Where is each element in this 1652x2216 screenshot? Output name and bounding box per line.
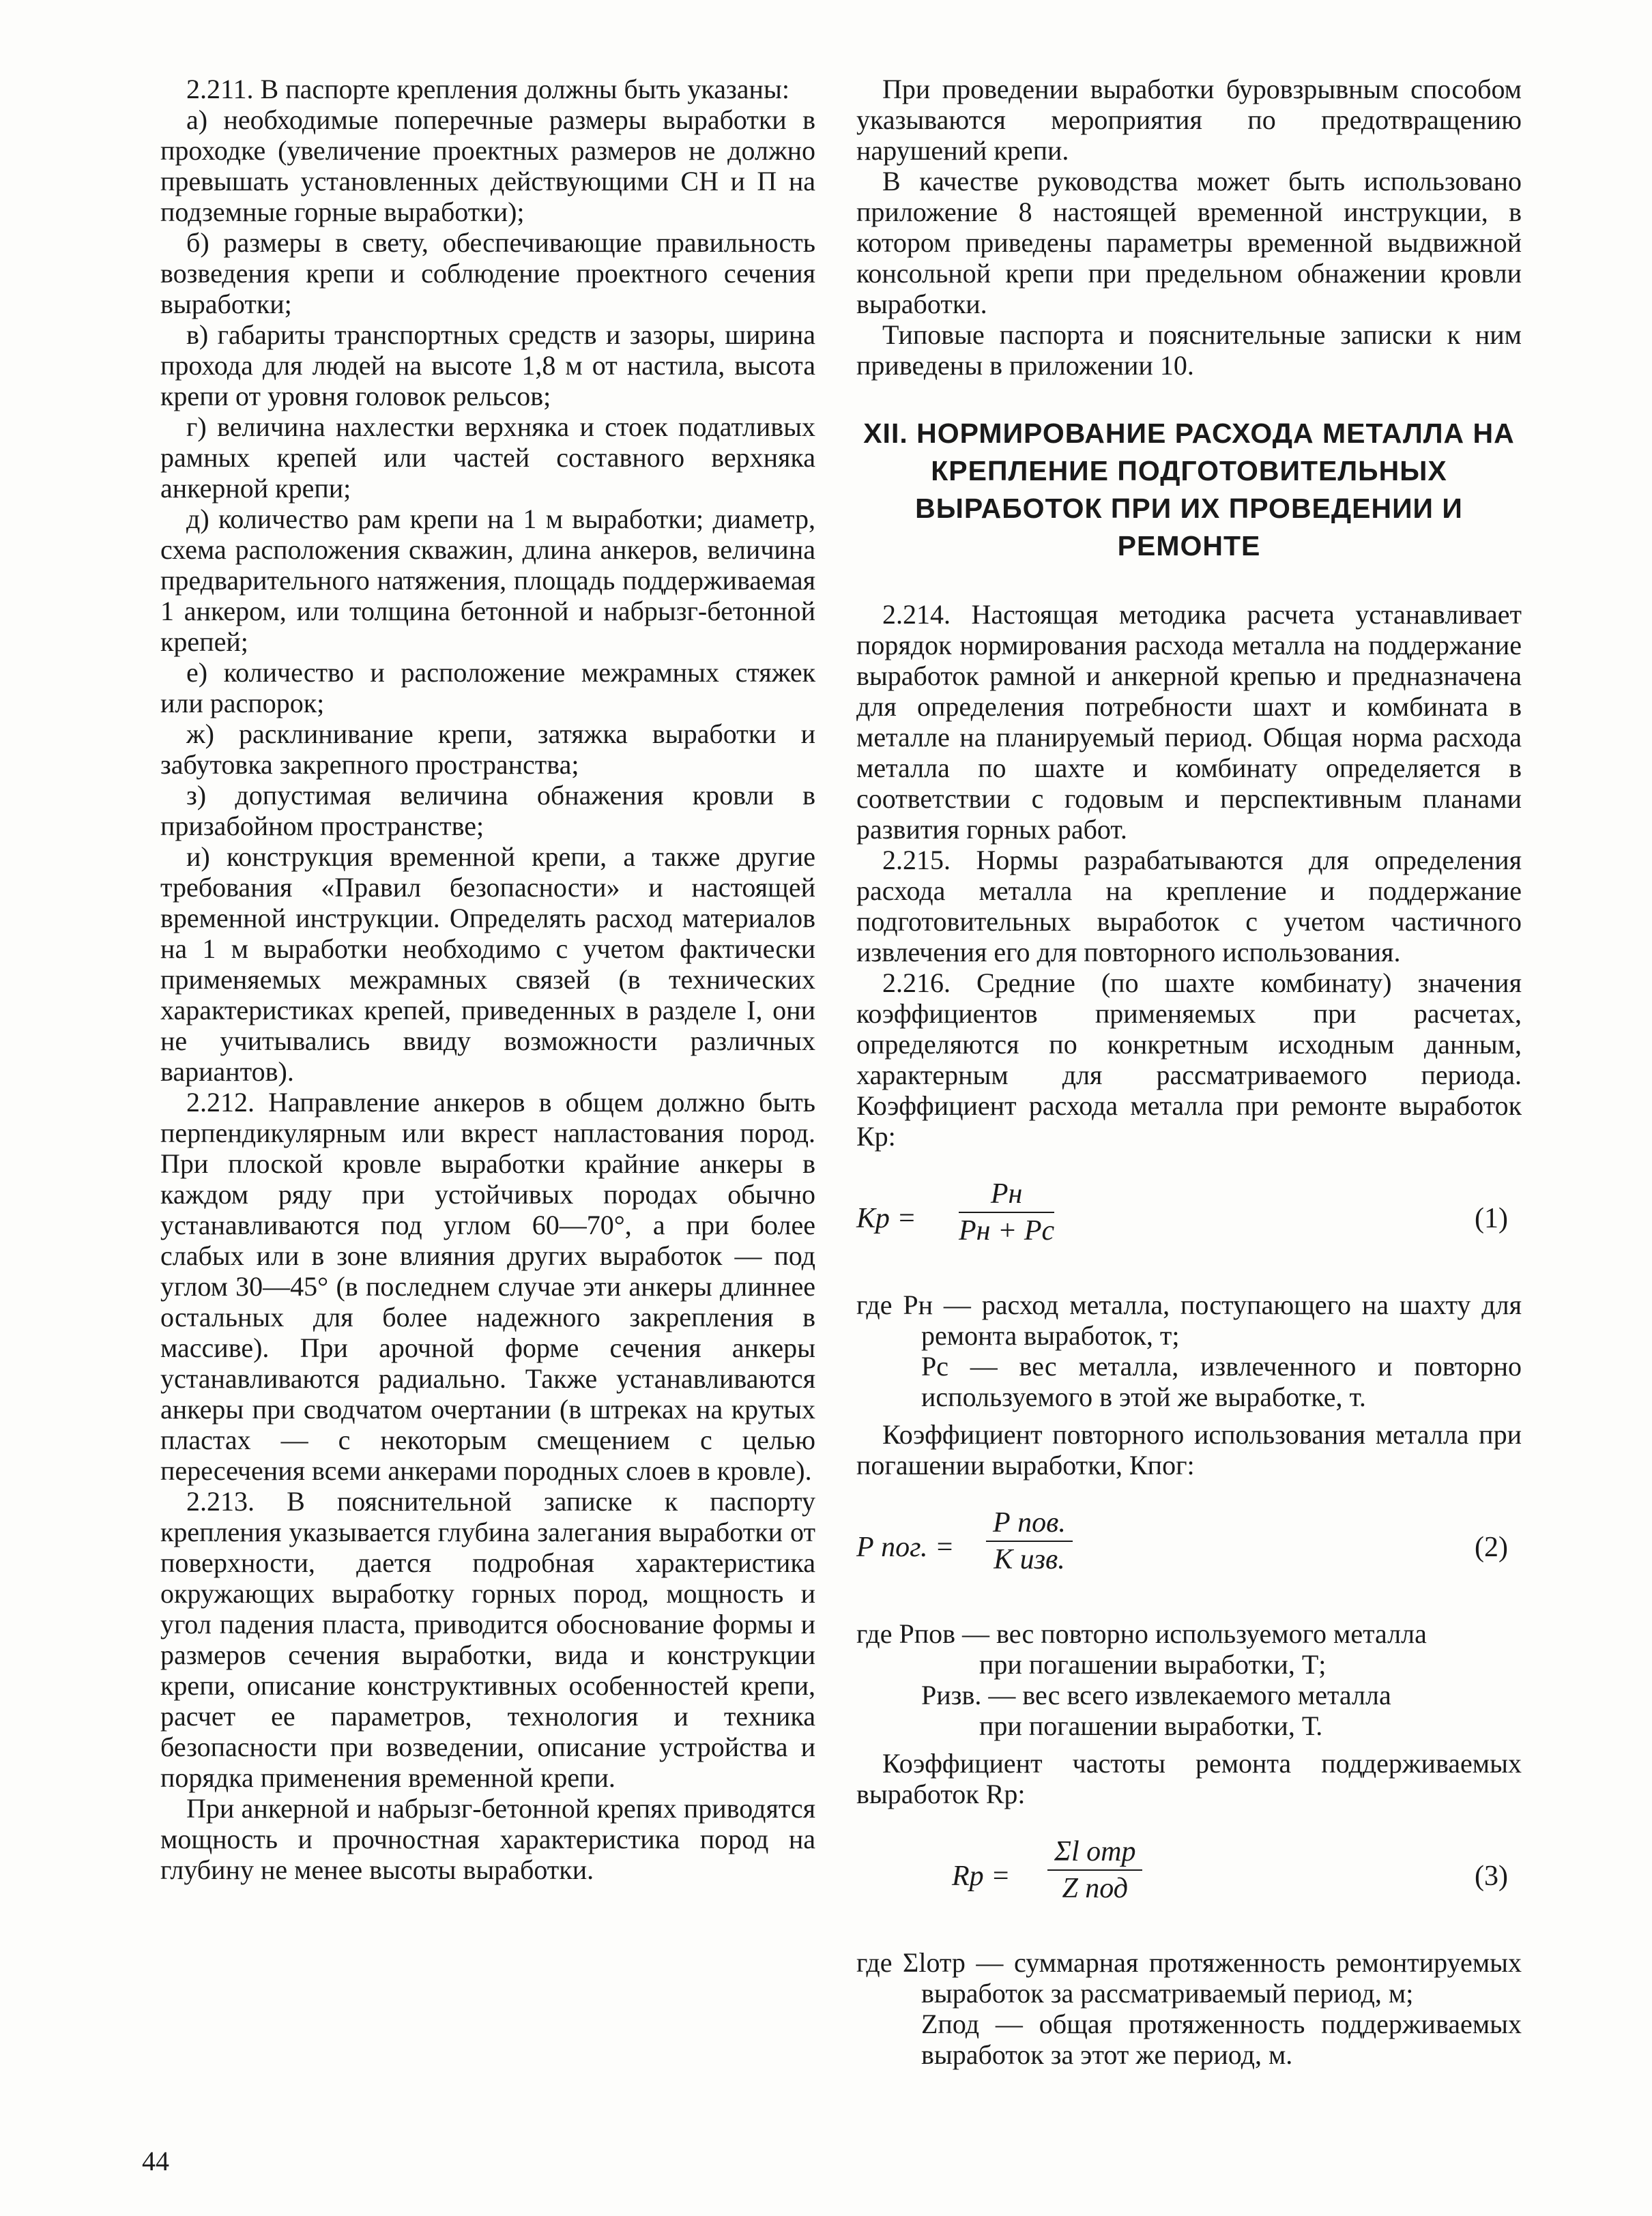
paragraph-2-215: 2.215. Нормы разрабатываются для определения расхода металла на крепление и поддержание подготовительных выработок с учетом частичного извлечения его для повторного использования. [856,845,1522,967]
formula-3-denominator: Z под [1062,1873,1129,1904]
list-item-b: б) размеры в свету, обеспечивающие правильность возведения крепи и соблюдение проектного сечения выработки; [160,227,815,319]
paragraph-2-216: 2.216. Средние (по шахте комбинату) значения коэффициентов применяемых при расчетах, определяются по конкретным исходным данным, характерным для рассматриваемого периода. Коэффициент расхода металла при ремонте выработок Кр: [856,967,1522,1152]
formula-2-lhs: Р пог. = [856,1532,955,1563]
list-item-a: а) необходимые поперечные размеры выработки в проходке (увеличение проектных размеров не должно превышать установленных действующими СН и П на подземные горные выработки); [160,104,815,227]
formula-2-number: (2) [1475,1532,1508,1563]
formula-3-number: (3) [1475,1861,1508,1892]
formula-2-fraction [986,1505,1073,1577]
formula-2-denominator: К изв. [994,1544,1065,1575]
paragraph-2-211: 2.211. В паспорте крепления должны быть указаны: [186,74,789,104]
formula-3-numerator: Σl отр [1047,1834,1142,1871]
legend-2-line-4: при погашении выработки, Т. [979,1710,1323,1741]
section-heading: XII. НОРМИРОВАНИЕ РАСХОДА МЕТАЛЛА НА КРЕПЛЕНИЕ ПОДГОТОВИТЕЛЬНЫХ ВЫРАБОТОК ПРИ ИХ ПРОВЕДЕНИИ И РЕМОНТЕ [863,418,1515,562]
paragraph-appendix-10: Типовые паспорта и пояснительные записки к ним приведены в приложении 10. [856,319,1522,381]
paragraph-2-213: 2.213. В пояснительной записке к паспорту крепления указывается глубина залегания выработки от поверхности, дается подробная характеристика окружающих выработку горных пород, мощность и угол падения пласта, приводится обоснование формы и размеров сечения выработки, вида и конструкции крепи, описание конструктивных особенностей крепи, расчет ее параметров, технология и техника безопасности при возведении, описание устройства и порядка применения временной крепи. [160,1486,815,1793]
formula-3-fraction [1047,1834,1142,1906]
list-item-zh: ж) расклинивание крепи, затяжка выработки и забутовка закрепного пространства; [160,718,815,780]
list-item-g: г) величина нахлестки верхняка и стоек податливых рамных крепей или частей составного верхняка анкерной крепи; [160,411,815,504]
legend-1-line-1: где Рн — расход металла, поступающего на шахту для ремонта выработок, т; [856,1289,1522,1351]
left-column [160,74,815,1885]
paragraph-anchor-note: При анкерной и набрызг-бетонной крепях приводятся мощность и прочностная характеристика пород на глубину не менее высоты выработки. [160,1793,815,1885]
paragraph-2-214: 2.214. Настоящая методика расчета устанавливает порядок нормирования расхода металла на поддержание выработок рамной и анкерной крепью и предназначена для определения потребности шахт и комбината в металле на планируемый период. Общая норма расхода металла по шахте и комбинату определяется в соответствии с годовым и перспективным планами развития горных работ. [856,599,1522,845]
paragraph-2-212: 2.212. Направление анкеров в общем должно быть перпендикулярным или вкрест напластования пород. При плоской кровле выработки крайние анкеры в каждом ряду при устойчивых породах обычно устанавливаются под углом 60—70°, а при более слабых или в зоне влияния других выработок — под углом 30—45° (в последнем случае эти анкеры длиннее остальных для более надежного закрепления в массиве). При арочной форме сечения анкеры устанавливаются радиально. Также устанавливаются анкеры при сводчатом очертании (в штреках на крутых пластах — с некоторым смещением с целью пересечения всеми анкерами породных слоев в кровле). [160,1087,815,1486]
paragraph-rr: Коэффициент частоты ремонта поддерживаемых выработок Rр: [856,1748,1522,1809]
legend-3-line-2: Zпод — общая протяженность поддерживаемых выработок за этот же период, м. [921,2009,1522,2070]
formula-1-denominator: Рн + Рс [959,1215,1055,1246]
legend-2-line-3: Ризв. — вес всего извлекаемого металла [921,1680,1391,1710]
list-item-i: и) конструкция временной крепи, а также другие требования «Правил безопасности» и настоящей временной инструкции. Определять расход материалов на 1 м выработки необходимо с учетом фактически применяемых межрамных связей (в технических характеристиках крепей, приведенных в разделе I, они не учитывались ввиду возможности различных вариантов). [160,841,815,1087]
legend-2-line-2: при погашении выработки, Т; [979,1649,1327,1680]
paragraph-appendix-8: В качестве руководства может быть использовано приложение 8 настоящей временной инструкции, в котором приведены параметры временной выдвижной консольной крепи при предельном обнажении кровли выработки. [856,166,1522,319]
list-item-e: е) количество и расположение межрамных стяжек или распорок; [160,657,815,718]
formula-1-fraction [959,1176,1054,1249]
paragraph-drilling: При проведении выработки буровзрывным способом указываются мероприятия по предотвращению нарушений крепи. [856,74,1522,166]
formula-1-legend [856,1289,1522,1412]
formula-3 [856,1834,1522,1923]
legend-1-line-2: Рс — вес металла, извлеченного и повторно используемого в этой же выработке, т. [921,1351,1522,1412]
legend-3-line-1: где Σlотр — суммарная протяженность ремонтируемых выработок за рассматриваемый период, м; [856,1947,1522,2009]
list-item-v: в) габариты транспортных средств и зазоры, ширина прохода для людей на высоте 1,8 м от настила, высота крепи от уровня головок рельсов; [160,319,815,411]
formula-3-lhs: Rр = [952,1861,1011,1892]
right-column [856,74,1522,2070]
list-item-z: з) допустимая величина обнажения кровли в призабойном пространстве; [160,780,815,841]
formula-3-legend [856,1947,1522,2070]
list-item-d: д) количество рам крепи на 1 м выработки; диаметр, схема расположения скважин, длина анкеров, величина предварительного натяжения, площадь поддерживаемая 1 анкером, или толщина бетонной и набрызг-бетонной крепей; [160,504,815,657]
formula-1-numerator: Рн [959,1176,1054,1213]
formula-2-numerator: Р пов. [986,1505,1073,1542]
paragraph-kpog: Коэффициент повторного использования металла при погашении выработки, Кпог: [856,1419,1522,1481]
legend-2-line-1: где Рпов — вес повторно используемого металла [856,1618,1427,1649]
formula-2-legend [856,1618,1522,1741]
formula-1 [856,1176,1522,1265]
page-number: 44 [142,2146,169,2176]
formula-1-number: (1) [1475,1203,1508,1234]
formula-2 [856,1505,1522,1594]
formula-1-lhs: Кр = [856,1203,916,1234]
